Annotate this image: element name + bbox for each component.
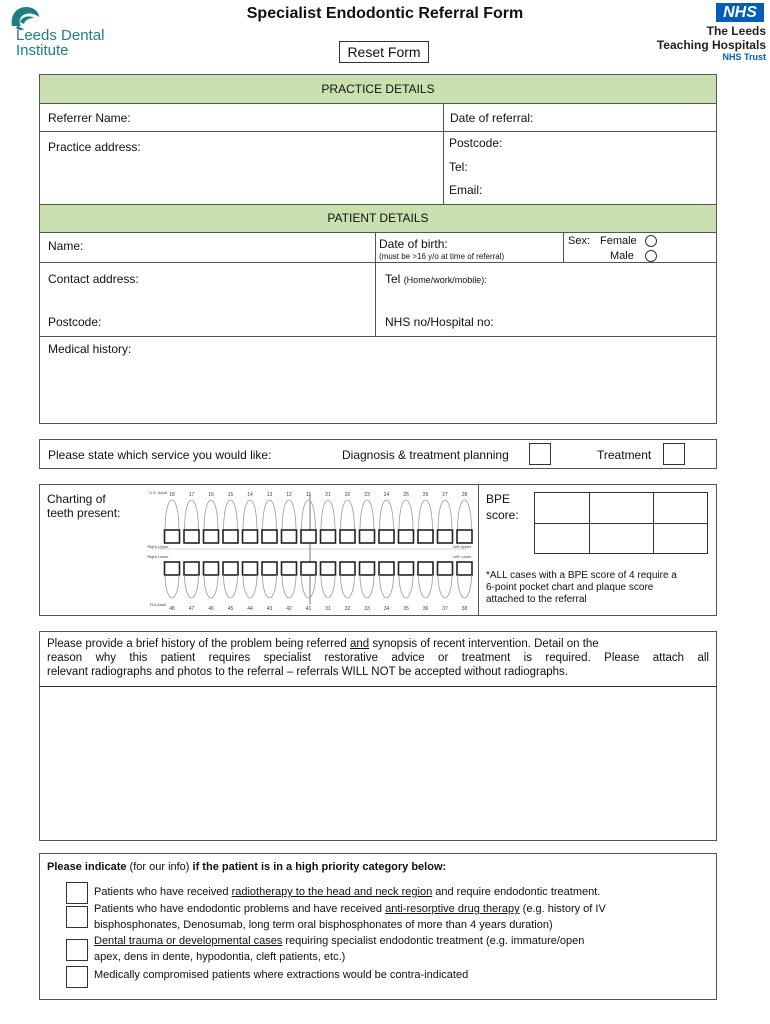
tooth-box-14[interactable] [243,530,258,543]
tooth-box-32[interactable] [340,562,355,575]
tooth-41-icon [302,575,316,598]
tooth-45-icon [224,575,238,598]
tooth-33-icon [360,575,374,598]
tooth-box-44[interactable] [243,562,258,575]
tooth-number-14: 14 [247,492,253,498]
tooth-box-17[interactable] [184,530,199,543]
priority-item-trauma-line2: apex, dens in dente, hypodontia, cleft patients, etc.) [94,951,346,963]
dob-label: Date of birth: [379,237,448,251]
tooth-12-icon [282,500,296,532]
tooth-11-icon [302,500,316,532]
tooth-box-12[interactable] [282,530,297,543]
tooth-number-45: 45 [227,606,234,612]
tooth-box-28[interactable] [457,530,472,543]
tooth-32-icon [341,575,355,598]
bpe-cell-lr[interactable] [535,524,589,553]
right-upper-tag: Right Upper [147,544,169,549]
tooth-number-47: 47 [188,606,195,612]
bpe-cell-um[interactable] [590,493,653,523]
tooth-46-icon [204,575,218,598]
tooth-number-38: 38 [461,606,468,612]
tooth-number-25: 25 [403,492,409,498]
right-lower-tag: Right Lower [147,554,169,559]
tooth-48-icon [165,575,179,598]
tooth-box-13[interactable] [262,530,277,543]
priority-item-radiotherapy: Patients who have received radiotherapy to the head and neck region and require endodontic treatment. [94,886,601,898]
tooth-26-icon [419,500,433,532]
practice-details-heading: PRACTICE DETAILS [39,74,717,104]
tooth-box-36[interactable] [418,562,433,575]
tooth-27-icon [438,500,452,532]
tooth-number-28: 28 [461,492,468,498]
tooth-number-26: 26 [422,492,429,498]
tooth-37-icon [438,575,452,598]
female-label: Female [600,235,637,247]
date-of-referral-label: Date of referral: [450,111,534,125]
tooth-box-34[interactable] [379,562,394,575]
tooth-number-34: 34 [383,606,390,612]
charting-label-line2: teeth present: [47,506,121,520]
medically-compromised-checkbox[interactable] [66,966,88,988]
bpe-note-line2: 6-point pocket chart and plaque score [486,582,654,593]
tooth-13-icon [263,500,277,532]
tooth-number-24: 24 [383,492,390,498]
tooth-number-15: 15 [227,492,234,498]
bpe-note-line1: *ALL cases with a BPE score of 4 require a [486,570,677,581]
referrer-name-label: Referrer Name: [48,111,131,125]
bpe-note-line3: attached to the referral [486,594,587,605]
female-radio[interactable] [645,235,657,247]
tooth-box-26[interactable] [418,530,433,543]
tooth-box-41[interactable] [301,562,316,575]
sex-label: Sex: [568,235,591,247]
tooth-number-37: 37 [442,606,448,612]
tooth-28-icon [458,500,472,532]
reset-form-button[interactable]: Reset Form [339,41,429,63]
history-instructions-line1: Please provide a brief history of the problem being referred and synopsis of recent intervention. Detail on the [47,638,599,650]
bpe-cell-lm[interactable] [590,524,653,553]
dob-note: (must be >16 y/o at time of referral) [379,252,505,261]
lower-tag: FDI Adult [149,602,167,607]
patient-name-label: Name: [48,239,84,253]
diagnosis-option-label: Diagnosis & treatment planning [342,448,509,462]
patient-postcode-label: Postcode: [48,315,102,329]
nhs-number-label: NHS no/Hospital no: [385,315,494,329]
tooth-box-35[interactable] [399,562,414,575]
patient-tel-label: Tel (Home/work/mobile): [385,272,487,286]
medical-history-label: Medical history: [48,342,132,356]
trust-name-line3: NHS Trust [722,52,766,62]
bpe-cell-ur[interactable] [535,493,589,523]
tooth-box-24[interactable] [379,530,394,543]
trust-name-line1: The Leeds [706,24,766,38]
antiresorptive-checkbox[interactable] [66,906,88,928]
treatment-option-label: Treatment [597,448,652,462]
tooth-box-46[interactable] [204,562,219,575]
dental-trauma-checkbox[interactable] [66,939,88,961]
tooth-number-48: 48 [169,606,175,612]
tooth-number-12: 12 [286,492,292,498]
details-section [39,74,717,424]
left-lower-tag: Left Lower [452,554,472,559]
tooth-number-22: 22 [344,492,351,498]
bpe-label-line2: score: [486,508,519,522]
tooth-14-icon [243,500,257,532]
trust-name-line2: Teaching Hospitals [656,38,766,52]
patient-details-heading: PATIENT DETAILS [39,204,717,233]
treatment-checkbox[interactable] [663,443,685,465]
priority-item-trauma: Dental trauma or developmental cases requiring specialist endodontic treatment (e.g. immature/open [94,935,585,947]
service-prompt: Please state which service you would like: [48,448,272,462]
tooth-box-21[interactable] [321,530,336,543]
tooth-35-icon [399,575,413,598]
tooth-42-icon [282,575,296,598]
contact-address-label: Contact address: [48,272,139,286]
tooth-box-22[interactable] [340,530,355,543]
logo-name-line2: Institute [16,42,69,59]
tooth-number-13: 13 [266,492,273,498]
tooth-box-48[interactable] [165,562,180,575]
tooth-number-43: 43 [266,606,273,612]
priority-intro: Please indicate (for our info) if the patient is in a high priority category below: [47,861,447,873]
tooth-box-43[interactable] [262,562,277,575]
tooth-number-27: 27 [442,492,448,498]
tooth-36-icon [419,575,433,598]
tooth-box-15[interactable] [223,530,238,543]
tooth-box-23[interactable] [360,530,375,543]
priority-item-antiresorptive-line2: bisphosphonates, Denosumab, long term oral bisphosphonates of more than 4 years duration) [94,919,553,931]
bpe-cell-ll[interactable] [654,524,707,553]
tooth-number-11: 11 [305,492,312,498]
tooth-number-21: 21 [325,492,331,498]
tooth-box-47[interactable] [184,562,199,575]
diagnosis-checkbox[interactable] [529,443,551,465]
history-textarea[interactable] [40,688,716,840]
tooth-number-36: 36 [422,606,429,612]
male-label: Male [610,250,634,262]
tooth-23-icon [360,500,374,532]
upper-tag: U.S. Adult [149,490,167,495]
history-instructions-line2: reason why this patient requires specialist restorative advice or treatment is required. Please attach all [47,652,709,664]
tooth-18-icon [165,500,179,532]
tooth-number-35: 35 [403,606,409,612]
tooth-25-icon [399,500,413,532]
left-upper-tag: Left Upper [452,544,472,549]
tooth-box-16[interactable] [204,530,219,543]
tooth-box-37[interactable] [438,562,453,575]
tooth-43-icon [263,575,277,598]
tooth-number-31: 31 [325,606,331,612]
tooth-47-icon [185,575,199,598]
tooth-17-icon [185,500,199,532]
tooth-number-23: 23 [364,492,370,498]
tooth-34-icon [380,575,394,598]
tooth-31-icon [321,575,335,598]
tooth-number-18: 18 [169,492,175,498]
practice-email-label: Email: [449,183,483,197]
tooth-box-33[interactable] [360,562,375,575]
tooth-box-38[interactable] [457,562,472,575]
practice-address-label: Practice address: [48,140,141,154]
tooth-22-icon [341,500,355,532]
history-instructions-line3: relevant radiographs and photos to the referral – referrals WILL NOT be accepted without radiographs. [47,666,568,678]
tooth-box-27[interactable] [438,530,453,543]
tooth-number-17: 17 [188,492,195,498]
priority-item-antiresorptive: Patients who have endodontic problems and have received anti-resorptive drug therapy (e.g. history of IV [94,903,606,915]
practice-tel-label: Tel: [449,160,468,174]
tooth-box-18[interactable] [165,530,180,543]
teeth-chart [144,486,476,614]
priority-item-medically-compromised: Medically compromised patients where extractions would be contra-indicated [94,969,469,981]
practice-postcode-label: Postcode: [449,136,503,150]
tooth-box-31[interactable] [321,562,336,575]
tooth-number-42: 42 [286,606,292,612]
tooth-24-icon [380,500,394,532]
page-title: Specialist Endodontic Referral Form [246,5,524,22]
charting-label-line1: Charting of [47,492,106,506]
radiotherapy-checkbox[interactable] [66,882,88,904]
nhs-badge: NHS [716,3,764,22]
tooth-number-32: 32 [344,606,351,612]
tooth-number-16: 16 [208,492,214,498]
tooth-box-42[interactable] [282,562,297,575]
tooth-38-icon [458,575,472,598]
tooth-box-11[interactable] [301,530,316,543]
logo-name-line1: Leeds Dental [16,27,105,44]
male-radio[interactable] [645,250,657,262]
tooth-number-41: 41 [305,606,312,612]
tooth-number-46: 46 [208,606,214,612]
tooth-box-45[interactable] [223,562,238,575]
bpe-label-line1: BPE [486,492,511,506]
tooth-16-icon [204,500,218,532]
tooth-number-44: 44 [247,606,253,612]
tooth-box-25[interactable] [399,530,414,543]
tooth-number-33: 33 [364,606,370,612]
tooth-15-icon [224,500,238,532]
tooth-44-icon [243,575,257,598]
tooth-21-icon [321,500,335,532]
bpe-cell-ul[interactable] [654,493,707,523]
